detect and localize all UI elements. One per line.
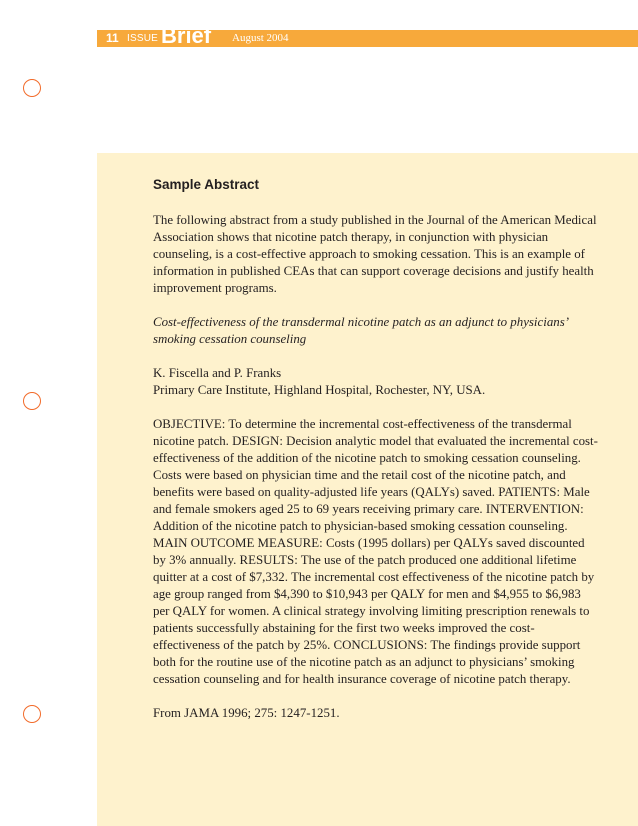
- abstract-content: [153, 176, 600, 739]
- issue-date: August 2004: [232, 32, 289, 44]
- citation: From JAMA 1996; 275: 1247-1251.: [153, 706, 340, 720]
- abstract-heading: Sample Abstract: [153, 177, 260, 192]
- brief-label: Brief: [161, 23, 212, 48]
- issue-label: ISSUE: [127, 33, 159, 44]
- study-affiliation: Primary Care Institute, Highland Hospital, Rochester, NY, USA.: [153, 383, 486, 397]
- study-authors: K. Fiscella and P. Franks: [153, 366, 282, 380]
- binder-hole-bottom: [23, 705, 41, 723]
- study-title: Cost-effectiveness of the transdermal nicotine patch as an adjunct to physicians’ smoking cessation counseling: [153, 315, 568, 346]
- binder-hole-middle: [23, 392, 41, 410]
- abstract-body: OBJECTIVE: To determine the incremental cost-effectiveness of the transdermal nicotine patch. DESIGN: Decision analytic model that evaluated the incremental cost-effectiveness of the addition of the nicotine patch to smoking cessation counseling. Costs were based on physician time and the retail cost of the nicotine patch, and benefits were based on quality-adjusted life years (QALYs) saved. PATIENTS: Male and female smokers aged 25 to 69 years receiving primary care. INTERVENTION: Addition of the nicotine patch to physician-based smoking cessation counseling. MAIN OUTCOME MEASURE: Costs (1995 dollars) per QALYs saved discounted by 3% annually. RESULTS: The use of the patch produced one additional lifetime quitter at a cost of $7,332. The incremental cost effectiveness of the nicotine patch by age group ranged from $4,390 to $10,943 per QALY for men and $4,955 to $6,983 per QALY for women. A clinical strategy involving limiting prescription renewals to patients successfully abstaining for the first two weeks improved the cost-effectiveness of the patch by 25%. CONCLUSIONS: The findings provide support both for the routine use of the nicotine patch as an adjunct to physicians’ smoking cessation counseling and for health insurance coverage of nicotine patch therapy.: [153, 417, 598, 686]
- binder-hole-top: [23, 79, 41, 97]
- study-byline: [153, 365, 600, 399]
- page-number: 11: [106, 31, 119, 45]
- page-header: [0, 0, 638, 63]
- abstract-intro: The following abstract from a study published in the Journal of the American Medical Association shows that nicotine patch therapy, in conjunction with physician counseling, is a cost-effective approach to smoking cessation. This is an example of information in published CEAs that can support coverage decisions and justify health improvement programs.: [153, 213, 597, 295]
